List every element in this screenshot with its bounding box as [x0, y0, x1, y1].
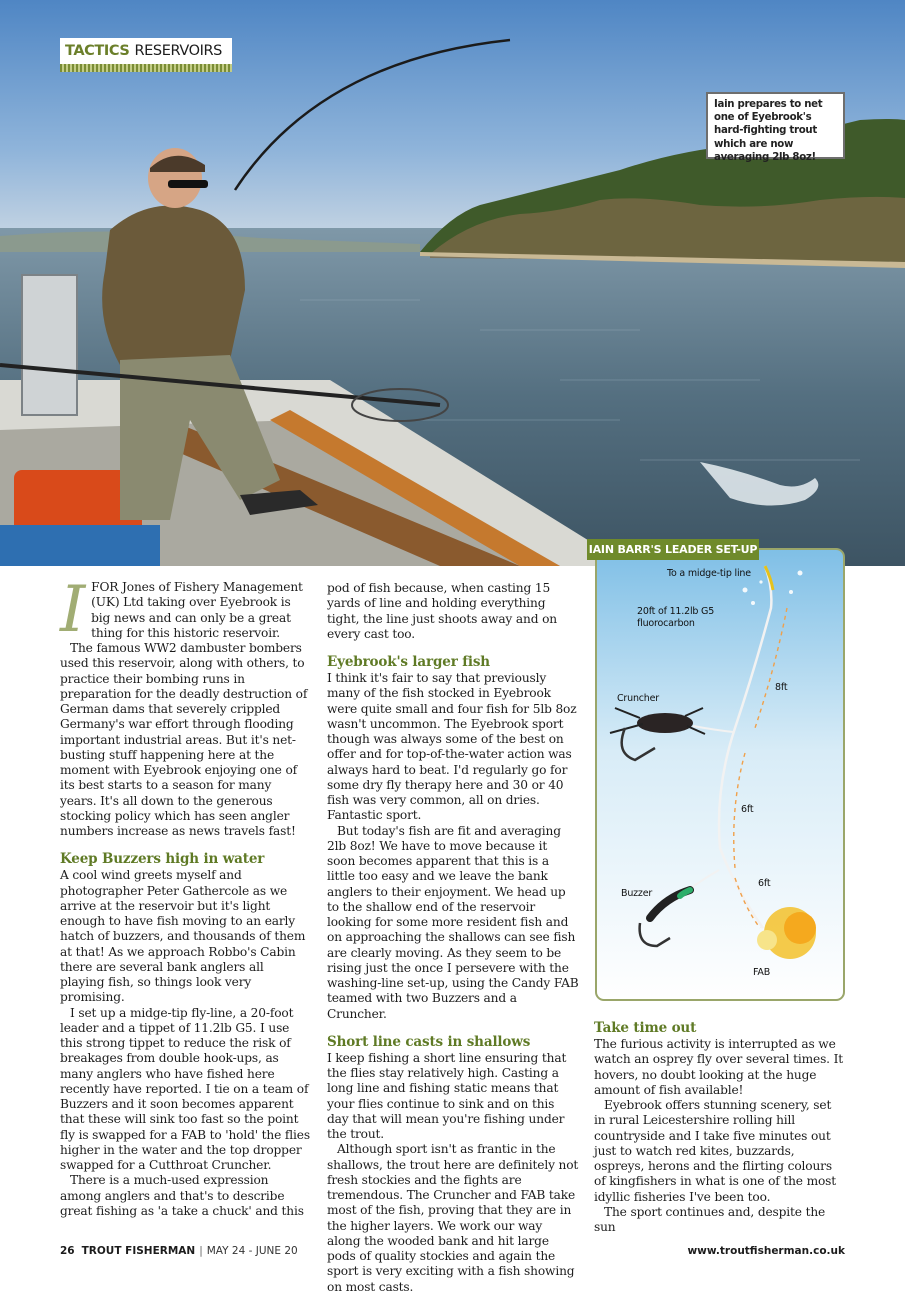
- section-category: TACTICS: [65, 43, 130, 59]
- section-tag: [60, 38, 232, 64]
- fly-label-cruncher: Cruncher: [617, 693, 659, 704]
- length-label: 8ft: [775, 682, 788, 693]
- body-paragraph: I think it's fair to say that previously many of the fish stocked in Eyebrook were quite small and four fish for 5lb 8oz wasn't uncommon. The Eyebrook sport though was always some of the best on offer and for top-of-the-water action was always hard to beat. I'd regularly go for some dry fly therapy here and 30 or 40 fish was very common, all on dries. Fantastic sport.: [327, 671, 577, 823]
- dropcap: I: [60, 573, 86, 647]
- leader-label-2: fluorocarbon: [637, 618, 695, 629]
- body-paragraph: There is a much-used expression among anglers and that's to describe great fishing as 'a take a chuck' and this: [60, 1173, 304, 1218]
- website-link[interactable]: www.troutfisherman.co.uk: [687, 1245, 845, 1257]
- length-label: 6ft: [758, 878, 771, 889]
- subheading: Short line casts in shallows: [327, 1033, 531, 1050]
- line-label: To a midge-tip line: [667, 568, 751, 579]
- body-paragraph: I keep fishing a short line ensuring that the flies stay relatively high. Casting a long line and fishing static means that your flies continue to sink and on this day that will mean you're fishing under the trout.: [327, 1050, 567, 1141]
- subheading: Eyebrook's larger fish: [327, 654, 490, 670]
- leader-label-1: 20ft of 11.2lb G5: [637, 606, 715, 617]
- photo-caption: Iain prepares to net one of Eyebrook's hard-fighting trout which are now averaging 2lb 8oz!: [706, 92, 845, 159]
- body-paragraph: Although sport isn't as frantic in the shallows, the trout here are definitely not fresh stockies and the fights are tremendous. The Cruncher and FAB take most of the fish, proving that they are in the higher layers. We work our way along the wooded bank and hit large pods of quality stockies and again the sport is very exciting with a fish showing on most casts.: [327, 1142, 579, 1294]
- article-column-2: [327, 581, 579, 1295]
- diagram-title: IAIN BARR'S LEADER SET-UP: [587, 539, 759, 560]
- page-number: 26: [60, 1245, 75, 1257]
- body-paragraph: A cool wind greets myself and photographer Peter Gathercole as we arrive at the reservoir but it's light enough to have fish moving to an early hatch of buzzers, and thousands of them at that! As we approach Robbo's Cabin there are several bank anglers all playing fish, so things look very promising.: [60, 868, 306, 1005]
- leader-diagram-art: [595, 548, 845, 1001]
- fly-label-buzzer: Buzzer: [621, 888, 653, 899]
- body-paragraph: Eyebrook offers stunning scenery, set in rural Leicestershire rolling hill countryside and I take five minutes out just to watch red kites, buzzards, ospreys, herons and the flirting colours of kingfishers in what is one of the most idyllic fisheries I've been too.: [594, 1098, 837, 1204]
- hero-photo: [0, 0, 905, 566]
- article-column-3: [594, 1020, 846, 1235]
- subheading: Keep Buzzers high in water: [60, 851, 265, 868]
- body-paragraph: The sport continues and, despite the sun: [594, 1204, 826, 1234]
- page-footer: [60, 1243, 845, 1259]
- leader-diagram: [595, 548, 845, 1001]
- section-topic: RESERVOIRS: [134, 43, 222, 59]
- body-paragraph-continued: pod of fish because, when casting 15 yards of line and holding everything tight, the line just shoots away and on every cast too.: [327, 581, 557, 641]
- article-column-1: [60, 573, 310, 1219]
- subheading: Take time out: [594, 1020, 697, 1036]
- length-label: 6ft: [741, 804, 754, 815]
- footer-separator: |: [199, 1245, 203, 1257]
- body-paragraph: The famous WW2 dambuster bombers used this reservoir, along with others, to practice their bombing runs in preparation for the deadly destruction of German dams that severely crippled Germany's war effort through flooding important industrial areas. But it's net-busting stuff happening here at the moment with Eyebrook enjoying one of its best starts to a season for many years. It's all down to the generous stocking policy which has seen angler numbers increase as news travels fast!: [60, 641, 308, 838]
- body-paragraph: I set up a midge-tip fly-line, a 20-foot leader and a tippet of 11.2lb G5. I use this strong tippet to reduce the risk of breakages from double hook-ups, as many anglers who have fished here recently have reported. I tie on a team of Buzzers and it soon becomes apparent that these will sink too fast so the point fly is swapped for a FAB to 'hold' the flies higher in the water and the top dropper swapped for a Cutthroat Cruncher.: [60, 1005, 310, 1172]
- magazine-name: TROUT FISHERMAN: [81, 1245, 196, 1257]
- issue-date: MAY 24 - JUNE 20: [206, 1245, 298, 1257]
- intro-paragraph: FOR Jones of Fishery Management (UK) Ltd taking over Eyebrook is big news and can only be a great thing for this historic reservoir.: [91, 580, 303, 640]
- body-paragraph: But today's fish are fit and averaging 2lb 8oz! We have to move because it soon becomes apparent that this is a little too easy and we leave the bank anglers to their enjoyment. We head up to the shallow end of the reservoir looking for some more resident fish and on approaching the shallows can see fish are clearly moving. As they seem to be rising just the once I persevere with the washing-line set-up, using the Candy FAB teamed with two Buzzers and a Cruncher.: [327, 823, 579, 1021]
- fly-label-fab: FAB: [753, 967, 771, 978]
- section-tag-stripes: [60, 64, 232, 72]
- body-paragraph: The furious activity is interrupted as we watch an osprey fly over several times. It hovers, no doubt looking at the huge amount of fish available!: [594, 1037, 844, 1097]
- angler-boat-photo: [0, 0, 905, 566]
